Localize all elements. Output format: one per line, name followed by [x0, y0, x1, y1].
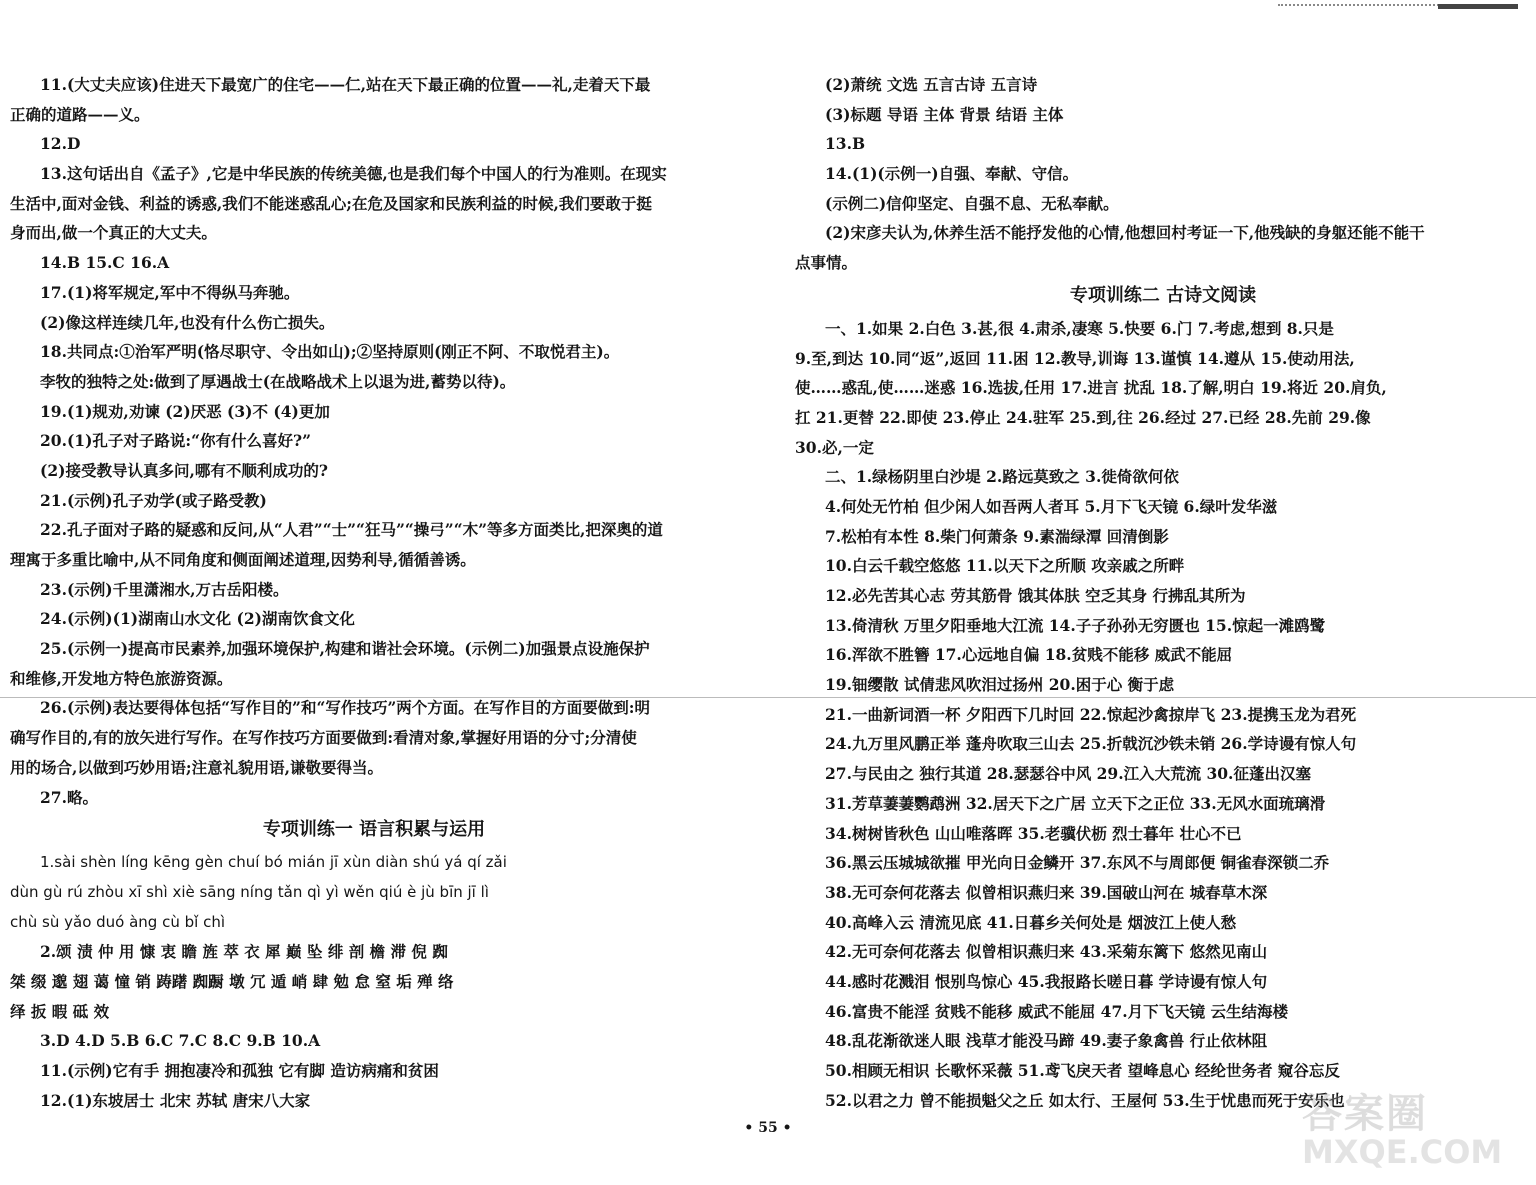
answer-line: (2)像这样连续几年,也没有什么伤亡损失。 [40, 312, 335, 332]
answer-line: 扛 21.更替 22.即使 23.停止 24.驻军 25.到,往 26.经过 27.已经 28.先前 29.像 [795, 407, 1371, 427]
answer-line: 19.(1)规劝,劝谏 (2)厌恶 (3)不 (4)更加 [40, 401, 330, 421]
answer-line: 18.共同点:①治军严明(恪尽职守、令出如山);②坚持原则(刚正不阿、不取悦君主)。 [40, 342, 620, 362]
section-heading: 专项训练二 古诗文阅读 [1069, 284, 1257, 306]
answer-line: dùn gù rú zhòu xī shì xiè sāng níng tǎn qì yì wěn qiú è jù bīn jī lì [10, 882, 489, 901]
answer-line: 12.必先苦其心志 劳其筋骨 饿其体肤 空乏其身 行拂乱其所为 [825, 586, 1246, 605]
answer-line: 44.感时花溅泪 恨别鸟惊心 45.我报路长嗟日暮 学诗谩有惊人句 [825, 971, 1268, 991]
answer-line: (3)标题 导语 主体 背景 结语 主体 [825, 104, 1064, 124]
answer-line: (2)宋彦夫认为,休养生活不能抒发他的心情,他想回村考证一下,他残缺的身躯还能不能干 [825, 223, 1425, 243]
watermark-logo: 答案圈 [1302, 1091, 1428, 1137]
answer-line: 14.B 15.C 16.A [40, 253, 170, 273]
answer-line: 使……惑乱,使……迷惑 16.选拔,任用 17.进言 扰乱 18.了解,明白 19.将近 20.肩负, [795, 378, 1387, 398]
left-column [10, 70, 738, 1115]
answer-line: 13.B [825, 134, 866, 154]
answer-line: 点事情。 [795, 253, 858, 273]
answer-line: 4.何处无竹柏 但少闲人如吾两人者耳 5.月下飞天镜 6.绿叶发华滋 [825, 496, 1278, 516]
answer-line: 12.(1)东坡居士 北宋 苏轼 唐宋八大家 [40, 1090, 311, 1110]
answer-line: 36.黑云压城城欲摧 甲光向日金鳞开 37.东风不与周郎便 铜雀春深锁二乔 [825, 853, 1330, 873]
answer-line: 17.(1)将军规定,军中不得纵马奔驰。 [40, 282, 300, 302]
answer-line: 10.白云千载空悠悠 11.以天下之所顺 攻亲戚之所畔 [825, 556, 1185, 576]
answer-line: 21.(示例)孔子劝学(或子路受教) [40, 490, 267, 510]
answer-line: 48.乱花渐欲迷人眼 浅草才能没马蹄 49.妻子象禽兽 行止依林阻 [825, 1031, 1268, 1051]
answer-line: (示例二)信仰坚定、自强不息、无私奉献。 [825, 193, 1119, 213]
answer-line: 正确的道路——义。 [10, 104, 150, 124]
watermark-url: MXQE.COM [1302, 1133, 1503, 1171]
scan-edge-mark [1278, 4, 1518, 12]
answer-line: 7.松柏有本性 8.柴门何萧条 9.素湍绿潭 回清倒影 [825, 526, 1169, 546]
answer-line: (2)接受教导认真多问,哪有不顺利成功的? [40, 460, 328, 480]
answer-line: 20.(1)孔子对子路说:“你有什么喜好?” [40, 431, 312, 451]
answer-line: 理寓于多重比喻中,从不同角度和侧面阐述道理,因势利导,循循善诱。 [10, 550, 476, 569]
answer-line: 11.(大丈夫应该)住进天下最宽广的住宅——仁,站在天下最正确的位置——礼,走着天下最 [40, 75, 651, 94]
answer-line: (2)萧统 文选 五言古诗 五言诗 [825, 75, 1038, 94]
answer-line: 二、1.绿杨阴里白沙堤 2.路远莫致之 3.徙倚欲何依 [825, 467, 1179, 487]
answer-line: 一、1.如果 2.白色 3.甚,很 4.肃杀,凄寒 5.快要 6.门 7.考虑,想到 8.只是 [825, 318, 1334, 338]
answer-line: 李牧的独特之处:做到了厚遇战士(在战略战术上以退为进,蓄势以待)。 [40, 371, 516, 391]
answer-line: 1.sài shèn líng kēng gèn chuí bó mián jī xùn diàn shú yá qí zǎi [40, 853, 507, 872]
answer-line: 27.略。 [40, 787, 98, 807]
section-heading: 专项训练一 语言积累与运用 [262, 819, 486, 841]
answer-line: 用的场合,以做到巧妙用语;注意礼貌用语,谦敬要得当。 [10, 757, 384, 777]
answer-line: 40.高峰入云 清流见底 41.日暮乡关何处是 烟波江上使人愁 [825, 912, 1237, 932]
answer-line: 50.相顾无相识 长歌怀采薇 51.鸢飞戾天者 望峰息心 经纶世务者 窥谷忘反 [825, 1061, 1340, 1080]
answer-line: 22.孔子面对子路的疑惑和反问,从“人君”“士”“狂马”“操弓”“木”等多方面类比,把深奥的道 [40, 520, 663, 540]
answer-line: 19.钿缨散 试倩悲风吹泪过扬州 20.困于心 衡于虑 [825, 675, 1175, 695]
answer-line: 3.D 4.D 5.B 6.C 7.C 8.C 9.B 10.A [40, 1031, 321, 1051]
answer-line: 31.芳草萋萋鹦鹉洲 32.居天下之广居 立天下之正位 33.无风水面琉璃滑 [825, 793, 1326, 813]
answer-line: 25.(示例一)提高市民素养,加强环境保护,构建和谐社会环境。(示例二)加强景点设施保护 [40, 639, 650, 659]
answer-line: 11.(示例)它有手 拥抱凄冷和孤独 它有脚 造访病痛和贫困 [40, 1061, 439, 1080]
answer-line: 52.以君之力 曾不能损魁父之丘 如太行、王屋何 53.生于忧患而死于安乐也 [825, 1090, 1345, 1110]
answer-line: 23.(示例)千里潇湘水,万古岳阳楼。 [40, 579, 289, 599]
answer-line: 2.颂 渍 仲 用 慷 衷 瞻 旌 萃 衣 犀 巅 坠 绯 剖 檐 滞 倪 踟 [40, 942, 448, 962]
answer-line: 34.树树皆秋色 山山唯落晖 35.老骥伏枥 烈士暮年 壮心不已 [825, 823, 1242, 843]
answer-line: 46.富贵不能淫 贫贱不能移 威武不能屈 47.月下飞天镜 云生结海楼 [825, 1001, 1289, 1021]
answer-line: 30.必,一定 [795, 437, 874, 457]
answer-line: 26.(示例)表达要得体包括“写作目的”和“写作技巧”两个方面。在写作目的方面要做到:明 [40, 698, 651, 718]
answer-line: 9.至,到达 10.同“返”,返回 11.困 12.教导,训诲 13.谨慎 14.遵从 15.使动用法, [795, 348, 1355, 368]
answer-line: 27.与民由之 独行其道 28.瑟瑟谷中风 29.江入大荒流 30.征蓬出汉塞 [825, 764, 1311, 784]
answer-line: chù sù yǎo duó àng cù bǐ chì [10, 912, 225, 931]
answer-line: 绎 扳 暇 砥 效 [10, 1001, 110, 1021]
answer-line: 生活中,面对金钱、利益的诱惑,我们不能迷惑乱心;在危及国家和民族利益的时候,我们要敢于挺 [10, 193, 652, 213]
answer-line: 14.(1)(示例一)自强、奉献、守信。 [825, 164, 1079, 184]
answer-line: 和维修,开发地方特色旅游资源。 [10, 668, 233, 688]
answer-line: 身而出,做一个真正的大丈夫。 [10, 223, 217, 243]
right-column [795, 70, 1531, 1115]
answer-line: 确写作目的,有的放矢进行写作。在写作技巧方面要做到:看清对象,掌握好用语的分寸;分清使 [10, 728, 637, 748]
answer-line: 16.浑欲不胜簪 17.心远地自偏 18.贫贱不能移 威武不能屈 [825, 645, 1233, 665]
answer-line: 13.倚清秋 万里夕阳垂地大江流 14.子子孙孙无穷匮也 15.惊起一滩鸥鹭 [825, 615, 1326, 635]
page-number: • 55 • [744, 1120, 792, 1136]
answer-line: 12.D [40, 134, 81, 154]
answer-line: 桀 缀 邈 翅 蔼 憧 销 踌躇 踟蹰 墩 冗 遁 峭 肆 勉 怠 窒 垢 殚 络 [10, 971, 454, 991]
answer-line: 21.一曲新词酒一杯 夕阳西下几时回 22.惊起沙禽掠岸飞 23.提携玉龙为君死 [825, 704, 1357, 724]
answer-line: 42.无可奈何花落去 似曾相识燕归来 43.采菊东篱下 悠然见南山 [825, 942, 1268, 962]
watermark [1302, 1082, 1530, 1182]
answer-line: 24.(示例)(1)湖南山水文化 (2)湖南饮食文化 [40, 609, 355, 629]
answer-line: 24.九万里风鹏正举 蓬舟吹取三山去 25.折戟沉沙铁未销 26.学诗谩有惊人句 [825, 734, 1357, 754]
answer-line: 38.无可奈何花落去 似曾相识燕归来 39.国破山河在 城春草木深 [825, 882, 1268, 902]
answer-line: 13.这句话出自《孟子》,它是中华民族的传统美德,也是我们每个中国人的行为准则。在现实 [40, 164, 667, 184]
